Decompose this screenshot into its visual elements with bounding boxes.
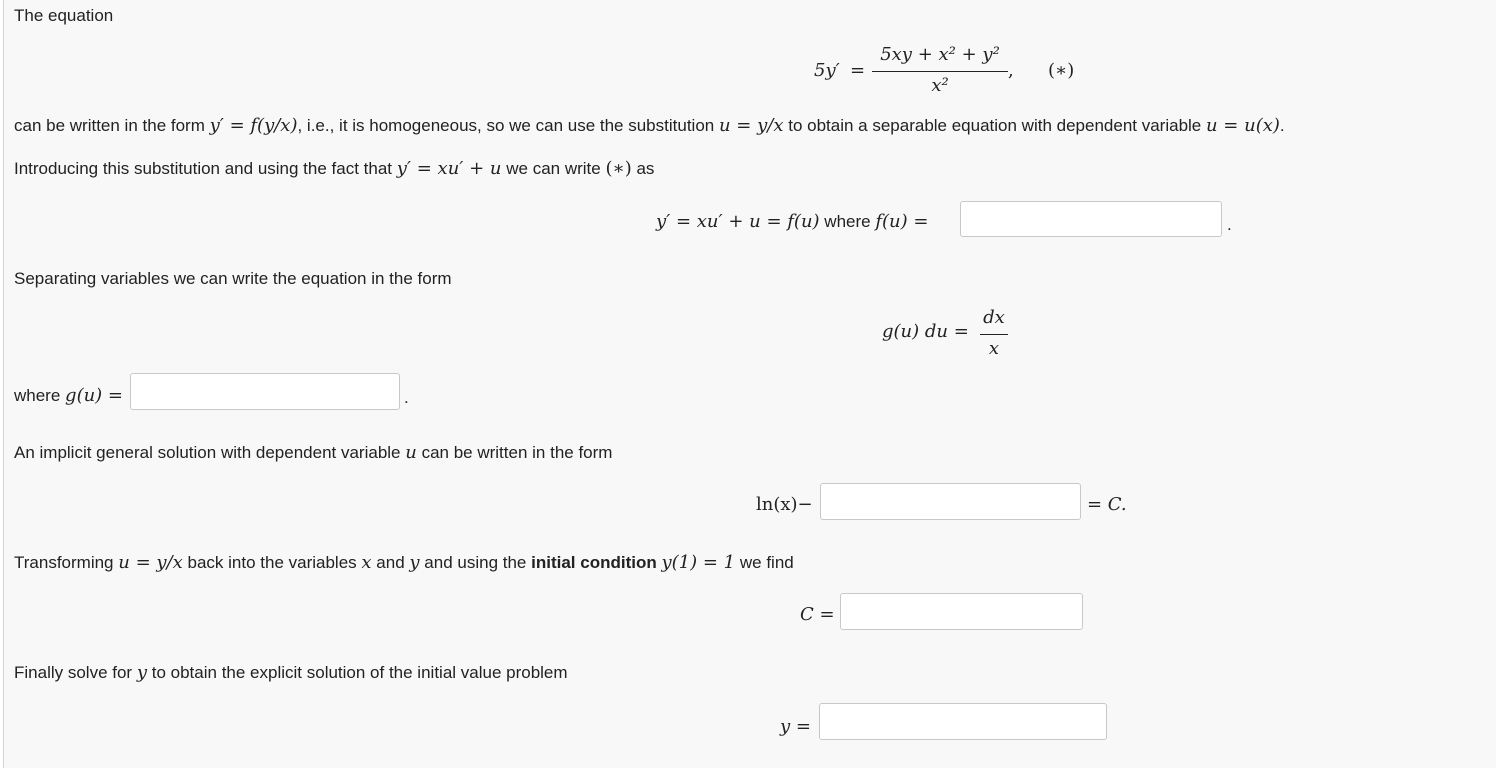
g-eq-lhs: g(u) du = xyxy=(882,321,969,342)
homog-text-3: to obtain a separable equation with dependent variable xyxy=(788,116,1202,135)
finally-text-1: Finally solve for xyxy=(14,663,133,682)
homog-math-2: u = y/x xyxy=(718,115,784,136)
ln-eq-rhs: = C. xyxy=(1087,494,1127,515)
c-eq-lhs: C = xyxy=(800,604,835,625)
sub-math-1: y′ = xu′ + u xyxy=(396,158,502,179)
transform-text-3: and xyxy=(376,553,405,572)
eq-star-tag: (∗) xyxy=(1048,60,1075,81)
transform-math-2: x xyxy=(361,552,372,573)
eq-star-denominator: x² xyxy=(931,75,949,96)
transform-text-4: and using the xyxy=(424,553,527,572)
substitution-line xyxy=(14,158,654,180)
g-eq-fraction xyxy=(980,307,1008,363)
finally-text-2: to obtain the explicit solution of the initial value problem xyxy=(151,663,568,682)
initial-condition-label: initial condition xyxy=(531,553,657,572)
sub-math-2: (∗) xyxy=(605,158,632,179)
f-eq-math-1: y′ = xu′ + u = f(u) xyxy=(656,211,820,232)
g-of-u-input[interactable] xyxy=(130,373,400,410)
eq-star-lhs: 5y′ xyxy=(814,60,840,81)
homogeneous-line xyxy=(14,115,1285,137)
where-g-line xyxy=(14,385,123,407)
implicit-line xyxy=(14,442,612,464)
explicit-y-input[interactable] xyxy=(819,703,1107,740)
f-eq-where: where xyxy=(824,212,871,231)
implicit-text-1: An implicit general solution with dependent variable xyxy=(14,443,401,462)
f-eq-math-2: f(u) = xyxy=(875,211,929,232)
transform-math-3: y xyxy=(409,552,420,573)
sub-text-3: as xyxy=(636,159,655,178)
homog-text-2: , i.e., it is homogeneous, so we can use the substitution xyxy=(297,116,715,135)
homog-text-4: . xyxy=(1279,116,1285,135)
question-panel xyxy=(3,0,1496,768)
f-equation xyxy=(656,211,928,233)
homog-text-1: can be written in the form xyxy=(14,116,205,135)
fraction-bar xyxy=(980,334,1008,335)
where-g-text: where xyxy=(14,386,61,405)
transform-math-1: u = y/x xyxy=(118,552,183,573)
finally-line xyxy=(14,662,568,684)
where-g-math: g(u) = xyxy=(65,385,124,406)
transform-text-5: we find xyxy=(739,553,794,572)
f-eq-dot: . xyxy=(1227,215,1232,234)
where-g-dot: . xyxy=(404,388,409,407)
transform-text-1: Transforming xyxy=(14,553,114,572)
g-eq-numerator: dx xyxy=(983,307,1005,328)
y-eq-lhs: y = xyxy=(780,716,811,737)
homog-math-3: u = u(x) xyxy=(1205,115,1280,136)
sub-text-2: we can write xyxy=(506,159,601,178)
finally-math-1: y xyxy=(136,662,148,683)
eq-star-numerator: 5xy + x² + y² xyxy=(880,44,1000,65)
transform-text-2: back into the variables xyxy=(187,553,357,572)
sub-text-1: Introducing this substitution and using the fact that xyxy=(14,159,393,178)
fraction-bar xyxy=(872,71,1008,72)
c-value-input[interactable] xyxy=(840,593,1083,630)
transform-line xyxy=(14,552,794,574)
implicit-math-1: u xyxy=(405,442,417,463)
eq-star-equals: = xyxy=(850,60,866,81)
f-of-u-input[interactable] xyxy=(960,201,1222,237)
separating-text: Separating variables we can write the equation in the form xyxy=(14,269,452,288)
ln-eq-lhs: ln(x)− xyxy=(756,494,813,515)
homog-math-1: y′ = f(y/x) xyxy=(209,115,298,136)
transform-math-4: y(1) = 1 xyxy=(661,552,736,573)
ln-implicit-input[interactable] xyxy=(820,483,1081,520)
intro-text: The equation xyxy=(14,6,114,25)
implicit-text-2: can be written in the form xyxy=(421,443,613,462)
eq-star-comma: , xyxy=(1008,60,1014,81)
eq-star-fraction xyxy=(872,44,1008,100)
g-eq-denominator: x xyxy=(988,338,1000,359)
